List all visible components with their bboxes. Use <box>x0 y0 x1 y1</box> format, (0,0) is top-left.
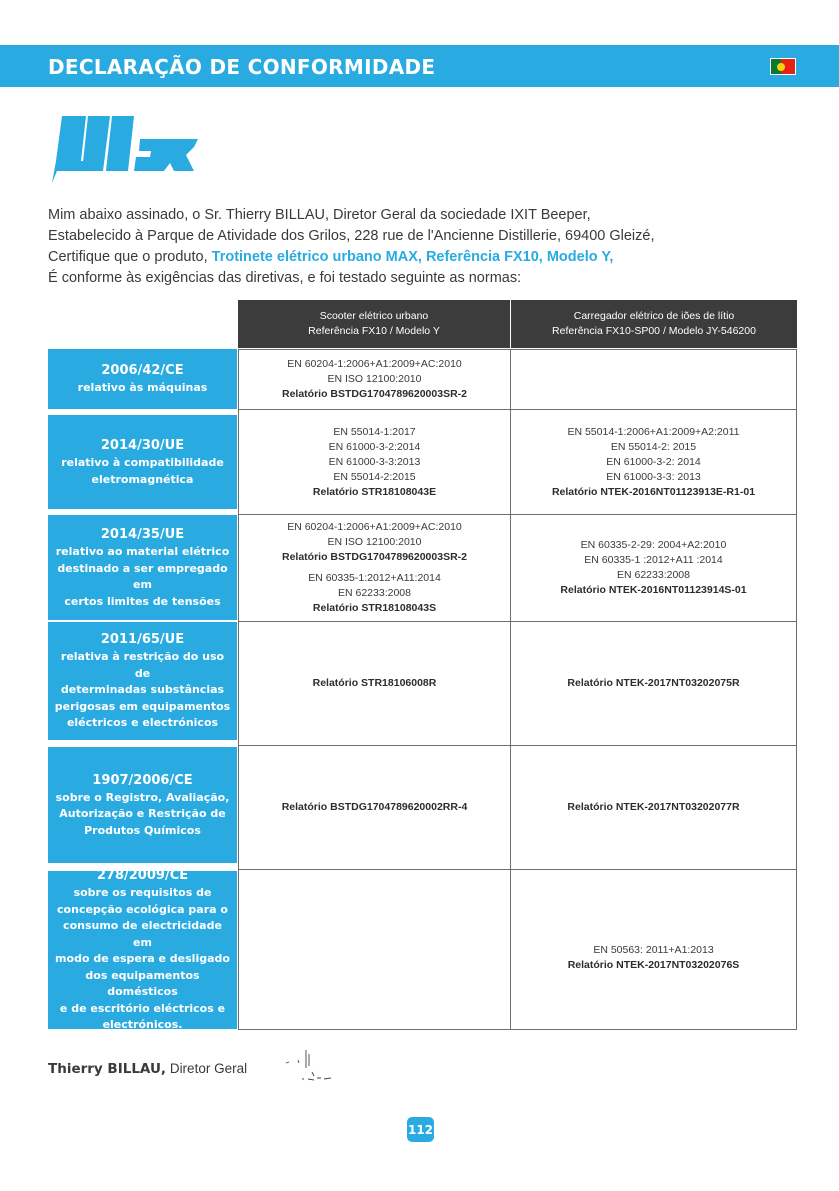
directive-label-2011-65-ue <box>48 622 237 740</box>
standard: EN 60335-2-29: 2004+A2:2010 <box>580 539 727 551</box>
signer-role: Diretor Geral <box>166 1061 248 1076</box>
standard: EN 55014-1:2017 <box>333 425 416 438</box>
directive-label-1907-2006-ce <box>48 747 237 863</box>
signature <box>272 1046 342 1086</box>
charger-standards-cell <box>510 349 797 410</box>
column-header-line: Scooter elétrico urbano <box>319 310 429 322</box>
max-logo <box>48 113 198 193</box>
charger-standards-cell <box>510 869 797 1030</box>
standard: EN 61000-3-3: 2013 <box>606 470 701 483</box>
intro-line: Estabelecido à Parque de Atividade dos Grilos, 228 rue de l'Ancienne Distillerie, 69400 Gleizé, <box>48 228 655 244</box>
standard: EN 55014-1:2006+A1:2009+A2:2011 <box>567 425 740 438</box>
standard: EN 61000-3-2: 2014 <box>606 455 701 468</box>
directive-desc: sobre o Registro, Avaliação, <box>55 790 230 804</box>
directive-desc: certos limites de tensões <box>64 594 221 608</box>
directive-desc: relativo às máquinas <box>77 381 208 395</box>
report-id: Relatório NTEK-2017NT03202075R <box>567 677 740 689</box>
standard: EN 60204-1:2006+A1:2009+AC:2010 <box>287 521 462 533</box>
report-id: Relatório NTEK-2016NT01123914S-01 <box>560 584 747 596</box>
standard: EN 62233:2008 <box>338 587 411 599</box>
directive-desc: modo de espera e desligado <box>55 952 230 966</box>
column-header-charger <box>511 300 797 348</box>
page-number: 112 <box>407 1117 434 1142</box>
standard: EN 61000-3-3:2013 <box>328 455 421 468</box>
signer <box>48 1061 247 1077</box>
directive-desc: dos equipamentos domésticos <box>85 968 200 999</box>
report-id: Relatório NTEK-2017NT03202076S <box>567 958 740 971</box>
scooter-standards-cell <box>238 514 511 622</box>
directive-desc: concepção ecológica para o <box>57 902 228 916</box>
directive-desc: sobre os requisitos de <box>73 886 212 900</box>
directive-desc: consumo de electricidade em <box>63 919 222 949</box>
column-header-line: Referência FX10 / Modelo Y <box>308 325 440 337</box>
directive-desc: e de escritório eléctricos e <box>59 1001 226 1015</box>
standard: EN 55014-2:2015 <box>333 470 416 483</box>
scooter-standards-cell <box>238 745 511 870</box>
charger-standards-cell <box>510 409 797 515</box>
directive-code: 1907/2006/CE <box>92 772 193 788</box>
standard: EN 60335-1 :2012+A11 :2014 <box>584 554 723 566</box>
intro-line-prefix: Certifique que o produto, <box>48 249 212 265</box>
intro-line: Mim abaixo assinado, o Sr. Thierry BILLAU, Diretor Geral da sociedade IXIT Beeper, <box>48 207 591 223</box>
scooter-standards-cell <box>238 869 511 1030</box>
standard: EN 60335-1:2012+A11:2014 <box>308 572 441 584</box>
directive-desc: perigosas em equipamentos <box>54 699 231 713</box>
product-name: Trotinete elétrico urbano MAX, Referência FX10, Modelo Y, <box>211 249 614 265</box>
report-id: Relatório STR18106008R <box>312 677 437 689</box>
intro-paragraph <box>48 205 808 289</box>
directive-label-2006-42-ce <box>48 349 237 409</box>
charger-standards-cell <box>510 745 797 870</box>
standard: EN 60204-1:2006+A1:2009+AC:2010 <box>287 358 462 370</box>
scooter-standards-cell <box>238 621 511 746</box>
directive-desc: relativo ao material elétrico <box>55 545 230 558</box>
directive-code: 2011/65/UE <box>100 632 185 648</box>
signer-name: Thierry BILLAU, <box>48 1061 167 1077</box>
directive-code: 2014/35/UE <box>100 527 185 542</box>
standard: EN ISO 12100:2010 <box>327 536 422 548</box>
directive-desc: eletromagnética <box>91 472 194 486</box>
intro-line <box>48 247 808 268</box>
standard: EN 50563: 2011+A1:2013 <box>593 943 714 956</box>
directive-desc: eléctricos e electrónicos <box>66 716 219 730</box>
portugal-flag-icon <box>770 58 796 75</box>
directive-desc: destinado a ser empregado em <box>57 561 228 591</box>
directive-label-278-2009-ce <box>48 868 237 1032</box>
report-id: Relatório BSTDG1704789620002RR-4 <box>281 801 468 813</box>
report-id: Relatório NTEK-2016NT01123913E-R1-01 <box>551 485 756 498</box>
page-title: DECLARAÇÃO DE CONFORMIDADE <box>48 55 436 79</box>
standard: EN ISO 12100:2010 <box>327 373 422 385</box>
directive-code: 2006/42/CE <box>101 363 184 379</box>
directive-code: 278/2009/CE <box>96 868 189 884</box>
report-id: Relatório BSTDG1704789620003SR-2 <box>281 388 467 400</box>
column-header-line: Carregador elétrico de iões de lítio <box>573 310 735 322</box>
directive-label-2014-30-ue <box>48 415 237 509</box>
report-id: Relatório NTEK-2017NT03202077R <box>567 801 740 813</box>
directive-desc: relativa à restrição do uso de <box>60 650 225 680</box>
charger-standards-cell <box>510 621 797 746</box>
column-header-line: Referência FX10-SP00 / Modelo JY-546200 <box>552 325 756 337</box>
scooter-standards-cell <box>238 349 511 410</box>
directive-label-2014-35-ue <box>48 515 237 620</box>
directive-code: 2014/30/UE <box>100 438 185 453</box>
standard: EN 55014-2: 2015 <box>610 440 697 453</box>
directive-desc: relativo à compatibilidade <box>61 456 224 469</box>
directive-desc: determinadas substâncias <box>60 683 225 697</box>
scooter-standards-cell <box>238 409 511 515</box>
directive-desc: Autorização e Restrição de <box>59 807 226 821</box>
directive-desc: Produtos Químicos <box>84 823 201 837</box>
standard: EN 61000-3-2:2014 <box>328 440 421 453</box>
directive-desc: electrónicos. <box>102 1018 183 1032</box>
report-id: Relatório BSTDG1704789620003SR-2 <box>281 551 467 563</box>
report-id: Relatório STR18108043E <box>312 485 437 498</box>
standard: EN 62233:2008 <box>617 569 690 581</box>
column-header-scooter <box>238 300 510 348</box>
report-id: Relatório STR18108043S <box>312 602 437 614</box>
intro-line: É conforme às exigências das diretivas, e foi testado seguinte as normas: <box>48 270 522 286</box>
charger-standards-cell <box>510 514 797 622</box>
